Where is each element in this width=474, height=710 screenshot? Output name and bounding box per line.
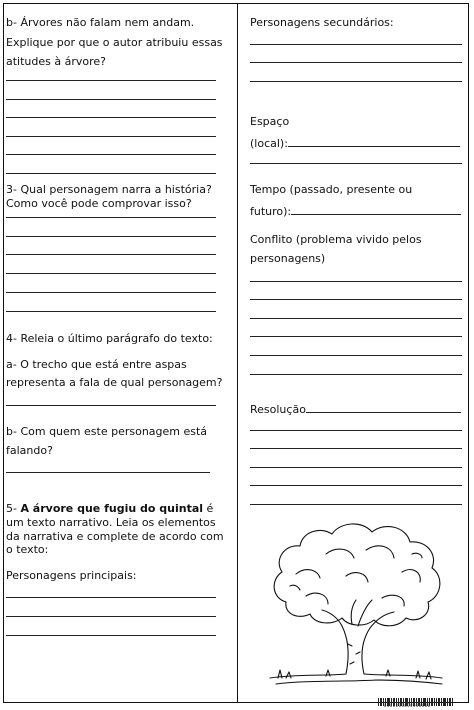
question-4b-line1: b- Com quem este personagem está <box>6 425 208 438</box>
answer-line[interactable] <box>6 99 216 100</box>
answer-line[interactable] <box>250 336 462 337</box>
answer-line[interactable] <box>250 81 462 82</box>
column-divider <box>237 3 238 703</box>
answer-line[interactable] <box>6 254 216 255</box>
answer-line[interactable] <box>250 44 462 45</box>
answer-line[interactable] <box>6 616 216 617</box>
answer-line[interactable] <box>6 292 216 293</box>
answer-line[interactable] <box>6 597 216 598</box>
answer-line[interactable] <box>250 448 462 449</box>
answer-line[interactable] <box>250 430 462 431</box>
answer-line[interactable] <box>6 472 210 473</box>
conflict-line2: personagens) <box>250 252 326 265</box>
answer-line[interactable] <box>6 236 216 237</box>
question-3-line1: 3- Qual personagem narra a história? <box>6 183 212 196</box>
answer-line[interactable] <box>6 173 216 174</box>
answer-line[interactable] <box>250 504 462 505</box>
answer-line[interactable] <box>250 281 462 282</box>
main-characters-label: Personagens principais: <box>6 569 137 582</box>
question-4a-line1: a- O trecho que está entre aspas <box>6 358 187 371</box>
time-row: futuro): <box>250 203 461 218</box>
answer-line[interactable] <box>6 217 216 218</box>
question-b-line1: b- Árvores não falam nem andam. <box>6 16 195 29</box>
answer-line[interactable] <box>6 273 216 274</box>
question-3-line2: Como você pode comprovar isso? <box>6 197 192 210</box>
answer-line[interactable] <box>6 635 216 636</box>
question-5-line1: 5- A árvore que fugiu do quintal é <box>6 502 214 515</box>
answer-line[interactable] <box>250 299 462 300</box>
answer-line[interactable] <box>250 62 462 63</box>
question-5-line2: um texto narrativo. Leia os elementos <box>6 516 216 529</box>
answer-line[interactable] <box>288 135 460 147</box>
answer-line[interactable] <box>6 80 216 81</box>
answer-line[interactable] <box>250 374 462 375</box>
story-title: A árvore que fugiu do quintal <box>20 502 204 515</box>
answer-line[interactable] <box>6 136 216 137</box>
question-5-line4: o texto: <box>6 543 49 556</box>
answer-line[interactable] <box>6 154 216 155</box>
answer-line[interactable] <box>306 401 461 413</box>
conflict-line1: Conflito (problema vivido pelos <box>250 233 422 246</box>
question-b-line2: Explique por que o autor atribuiu essas <box>6 36 223 49</box>
question-4b-line2: falando? <box>6 444 53 457</box>
answer-line[interactable] <box>250 355 462 356</box>
answer-line[interactable] <box>250 467 462 468</box>
tree-illustration-icon <box>266 514 446 686</box>
question-5-line3: da narrativa e complete de acordo com <box>6 530 224 543</box>
answer-line[interactable] <box>250 485 462 486</box>
answer-line[interactable] <box>6 405 216 406</box>
barcode-number: 0000000000000000 <box>384 703 431 708</box>
answer-line[interactable] <box>250 163 462 164</box>
question-4-line1: 4- Releia o último parágrafo do texto: <box>6 332 213 345</box>
question-4a-line2: representa a fala de qual personagem? <box>6 376 223 389</box>
question-b-line3: atitudes à árvore? <box>6 55 106 68</box>
space-local-row: (local): <box>250 135 460 150</box>
secondary-characters-label: Personagens secundários: <box>250 16 394 29</box>
time-line1: Tempo (passado, presente ou <box>250 183 413 196</box>
answer-line[interactable] <box>6 117 216 118</box>
resolution-row: Resolução <box>250 401 461 416</box>
answer-line[interactable] <box>250 318 462 319</box>
answer-line[interactable] <box>291 203 461 215</box>
space-label: Espaço <box>250 115 290 128</box>
answer-line[interactable] <box>6 311 216 312</box>
